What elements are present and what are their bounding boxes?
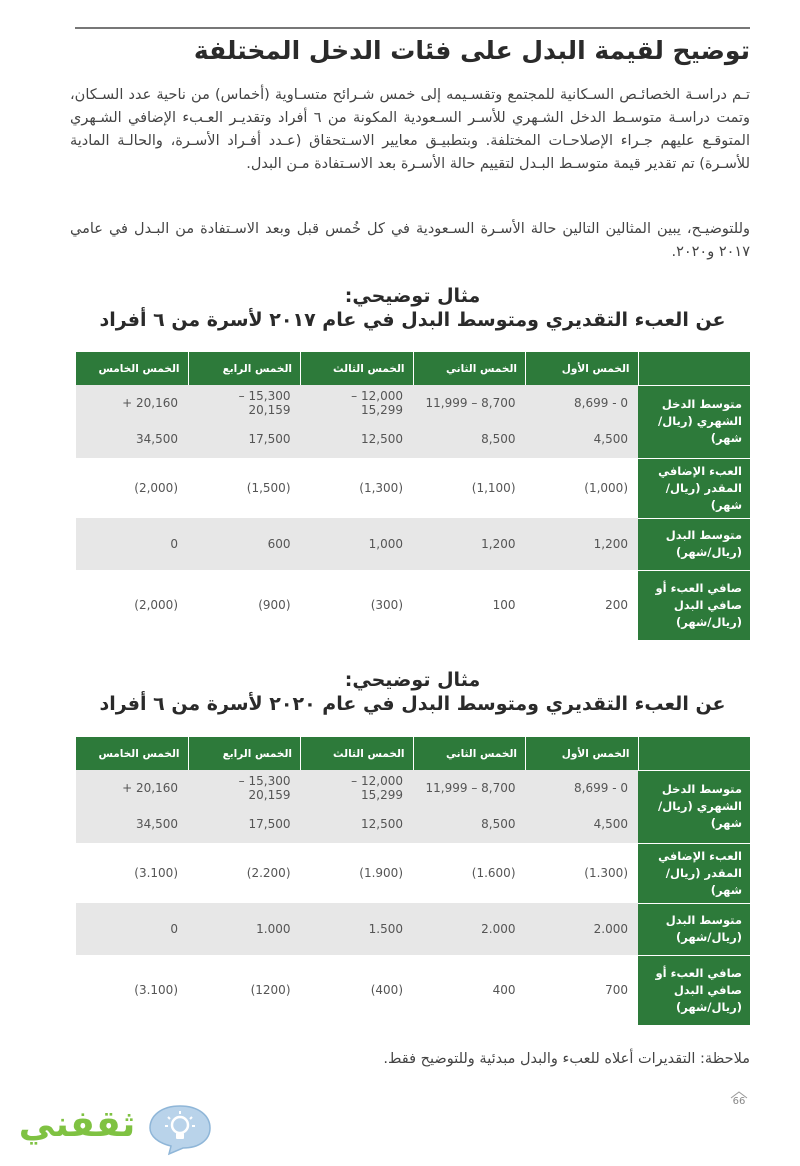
table-cell: (1,300) [301,458,414,518]
table-row [76,955,751,1025]
table-header-row [76,737,751,770]
row-label-burden: العبء الإضافي المقدر (ريال/شهر) [638,843,750,903]
table-cell: 34,500 [76,420,189,458]
table-cell: 20,160 + [76,770,189,805]
example-subtitle: عن العبء التقديري ومتوسط البدل في عام ٢٠١٧ لأسرة من ٦ أفراد [99,309,726,331]
table-cell: 0 - 8,699 [526,770,639,805]
table-cell: 1.500 [301,903,414,955]
table-cell: (1,500) [188,458,301,518]
table-cell: (2.200) [188,843,301,903]
row-label-net: صافي العبء أو صافي البدل (ريال/شهر) [638,955,750,1025]
table-cell: (3.100) [76,955,189,1025]
table-cell: 8,700 – 11,999 [413,385,526,420]
table-cell: 1,200 [413,518,526,570]
table-cell: 8,700 – 11,999 [413,770,526,805]
example-label: مثال توضيحي: [344,285,481,307]
table-row [76,385,751,420]
table-cell: 8,500 [413,420,526,458]
table-cell: 12,500 [301,805,414,843]
table-2020 [75,737,750,1025]
header-quintile-3: الخمس الثالث [301,352,414,385]
site-logo [12,1102,212,1160]
table-cell: 17,500 [188,805,301,843]
header-corner [638,352,750,385]
header-quintile-2: الخمس الثاني [413,737,526,770]
table-cell: 1,000 [301,518,414,570]
table-cell: 1,200 [526,518,639,570]
header-quintile-4: الخمس الرابع [188,352,301,385]
table-2017 [75,352,750,640]
table-row [76,770,751,805]
table-cell: (1200) [188,955,301,1025]
table-cell: 0 [76,518,189,570]
table-cell: 34,500 [76,805,189,843]
header-corner [638,737,750,770]
page-number: 66 [732,1096,746,1107]
table-header-row [76,352,751,385]
table-cell: 400 [413,955,526,1025]
example-label: مثال توضيحي: [344,669,481,691]
logo-wordmark: ثقفني [18,1104,136,1145]
example-heading-2020 [75,668,750,717]
table-cell: 15,300 – 20,159 [188,385,301,420]
explanation-paragraph: وللتوضيـح، يبين المثالين التالين حالة الأسـرة السـعودية في كل خُمس قبل وبعد الاسـتفادة من البـدل في عامي ٢٠١٧ و٢٠٢٠. [70,221,750,260]
row-label-income: متوسط الدخل الشهري (ريال/ شهر) [638,385,750,458]
header-quintile-2: الخمس الثاني [413,352,526,385]
header-quintile-5: الخمس الخامس [76,737,189,770]
intro-paragraph: تـم دراسـة الخصائـص السـكانية للمجتمع وتقسـيمه إلى خمس شـرائح متسـاوية (أخماس) من ناحية عدد السـكان، وتمت دراسـة متوسـط الدخل الشـهري للأسـر السـعودية المكونة من ٦ أفراد وتقديـر العـبء الإضافي الشـهري المتوقـع عليهم جـراء الإصلاحـات المختلفة. وبتطبيـق معايير الاسـتحقاق (عـدد أفـراد الأسـرة، والحالـة المادية للأسـرة) تم تقدير قيمة متوسـط البـدل لتقييم حالة الأسـرة بعد الاسـتفادة مـن البدل. [70,87,750,172]
row-label-income: متوسط الدخل الشهري (ريال/ شهر) [638,770,750,843]
table-cell: 0 [76,903,189,955]
table-cell: (3.100) [76,843,189,903]
table-cell: (2,000) [76,570,189,640]
table-cell: 20,160 + [76,385,189,420]
header-quintile-3: الخمس الثالث [301,737,414,770]
table-cell: 700 [526,955,639,1025]
table-cell: 2.000 [413,903,526,955]
table-cell: 17,500 [188,420,301,458]
header-quintile-1: الخمس الأول [526,737,639,770]
header-quintile-1: الخمس الأول [526,352,639,385]
table-cell: 15,300 – 20,159 [188,770,301,805]
table-cell: 4,500 [526,420,639,458]
table-cell: 600 [188,518,301,570]
lightbulb-speech-bubble-icon [147,1102,213,1156]
table-cell: 12,500 [301,420,414,458]
table-row [76,458,751,518]
table-cell: 1.000 [188,903,301,955]
footnote: ملاحظة: التقديرات أعلاه للعبء والبدل مبدئية وللتوضيح فقط. [383,1051,750,1067]
table-cell: (300) [301,570,414,640]
header-quintile-4: الخمس الرابع [188,737,301,770]
table-row [76,518,751,570]
header-quintile-5: الخمس الخامس [76,352,189,385]
page-title: توضيح لقيمة البدل على فئات الدخل المختلفة [193,36,750,65]
example-heading-2017 [75,284,750,333]
row-label-net: صافي العبء أو صافي البدل (ريال/شهر) [638,570,750,640]
table-cell: 0 - 8,699 [526,385,639,420]
table-row [76,903,751,955]
row-label-burden: العبء الإضافي المقدر (ريال/شهر) [638,458,750,518]
table-cell: (1,100) [413,458,526,518]
table-row [76,570,751,640]
table-cell: (900) [188,570,301,640]
row-label-allowance: متوسط البدل (ريال/شهر) [638,903,750,955]
table-cell: 2.000 [526,903,639,955]
table-row [76,843,751,903]
top-rule [75,27,750,29]
table-cell: 12,000 – 15,299 [301,770,414,805]
table-cell: 8,500 [413,805,526,843]
table-cell: (1,000) [526,458,639,518]
table-cell: 4,500 [526,805,639,843]
table-cell: (1.600) [413,843,526,903]
row-label-allowance: متوسط البدل (ريال/شهر) [638,518,750,570]
example-subtitle: عن العبء التقديري ومتوسط البدل في عام ٢٠٢٠ لأسرة من ٦ أفراد [99,693,726,715]
table-cell: 200 [526,570,639,640]
table-cell: (400) [301,955,414,1025]
table-cell: (1.900) [301,843,414,903]
table-cell: 100 [413,570,526,640]
table-cell: 12,000 – 15,299 [301,385,414,420]
table-cell: (1.300) [526,843,639,903]
table-cell: (2,000) [76,458,189,518]
